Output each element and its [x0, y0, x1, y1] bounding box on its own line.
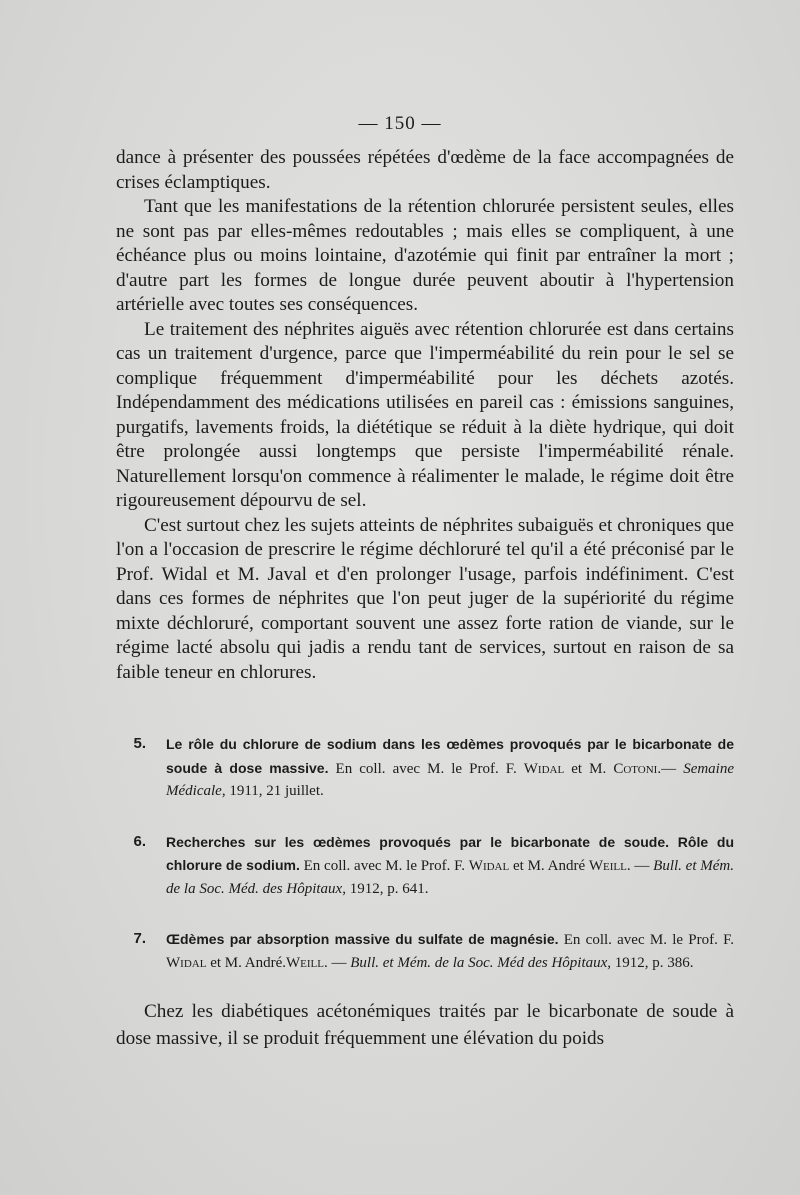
bibliography-list — [116, 733, 734, 1002]
entry-authors: et M. — [564, 760, 614, 777]
page-number: — 150 — — [358, 113, 442, 134]
entry-source: Bull. et Mém. de la Soc. Méd. des Hôpitaux — [166, 858, 735, 897]
entry-number: 6. — [133, 832, 146, 850]
bibliography-entry — [116, 733, 734, 803]
entry-title: Œdèmes par absorption massive du sulfate de magnésie. — [166, 931, 559, 947]
entry-author: Widal — [468, 858, 510, 874]
entry-sep: . — — [626, 858, 654, 874]
entry-author: Weill — [286, 954, 324, 971]
entry-source: Bull. et Mém. de la Soc. Méd des Hôpitaux — [350, 954, 608, 971]
paragraph: C'est surtout chez les sujets atteints de néphrites subaiguës et chroniques que l'on a l'occasion de prescrire le régime déchloruré tel qu'il a été préconisé par le Prof. Widal et M. Javal et d'en prolonger l'usage, parfois indéfiniment. C'est dans ces formes de néphrites que l'on peut juger de la supériorité du régime mixte déchloruré, comportant souvent une assez forte ration de viande, sur le régime lacté absolu qui jadis a rendu tant de services, surtout en raison de sa faible teneur en chlorures. — [116, 514, 734, 683]
entry-author: Weill — [588, 858, 627, 874]
entry-date: , 1912, p. 641. — [342, 880, 429, 897]
entry-title: Le rôle du chlorure de sodium dans les œdèmes provoqués par le bicarbonate de soude à dose massive. — [166, 736, 734, 776]
entry-source: Semaine Médicale — [166, 760, 735, 799]
bibliography-entry — [116, 928, 734, 974]
entry-sep: .— — [657, 760, 684, 777]
entry-title: Recherches sur les œdèmes provoqués par le bicarbonate de soude. Rôle du chlorure de sodium. — [166, 833, 734, 873]
entry-sep: . — — [324, 954, 351, 971]
closing-text — [116, 998, 734, 1052]
paragraph: dance à présenter des poussées répétées d'œdème de la face accompagnées de crises éclamptiques. — [116, 147, 734, 193]
main-text — [116, 146, 734, 685]
entry-authors: et M. André — [509, 858, 589, 874]
entry-authors: En coll. avec M. le Prof. F. — [328, 760, 524, 777]
entry-author: Widal — [166, 954, 207, 971]
entry-authors: En coll. avec M. le Prof. F. — [299, 858, 469, 874]
paragraph: Le traitement des néphrites aiguës avec rétention chlorurée est dans certains cas un traitement d'urgence, parce que l'imperméabilité du rein pour le sel se complique fréquemment d'imperméabilité pour les déchets azotés. Indépendamment des médications utilisées en pareil cas : émissions sanguines, purgatifs, lavements froids, la diététique se réduit à la diète hydrique, qui doit être prolongée aussi longtemps que persiste l'imperméabilité rénale. Naturellement lorsqu'on commence à réalimenter le malade, le régime doit être rigoureusement dépourvu de sel. — [116, 318, 734, 511]
entry-number: 7. — [133, 930, 146, 947]
entry-number: 5. — [133, 735, 146, 752]
entry-author: Cotoni — [613, 760, 658, 777]
paragraph: Chez les diabétiques acétonémiques traités par le bicarbonate de soude à dose massive, il se produit fréquemment une élévation du poids — [116, 1001, 734, 1049]
paragraph: Tant que les manifestations de la rétention chlorurée persistent seules, elles ne sont pas par elles-mêmes redoutables ; mais elles se compliquent, à une échéance plus ou moins lointaine, d'azotémie qui finit par entraîner la mort ; d'autre part les formes de longue durée peuvent aboutir à l'hypertension artérielle avec toutes ses conséquences. — [116, 196, 734, 315]
entry-authors: et M. André. — [206, 954, 287, 971]
entry-date: , 1912, p. 386. — [607, 954, 694, 971]
entry-author: Widal — [523, 760, 565, 777]
entry-authors: En coll. avec M. le Prof. F. — [558, 932, 734, 948]
bibliography-entry — [116, 831, 734, 901]
entry-date: , 1911, 21 juillet. — [221, 783, 324, 799]
